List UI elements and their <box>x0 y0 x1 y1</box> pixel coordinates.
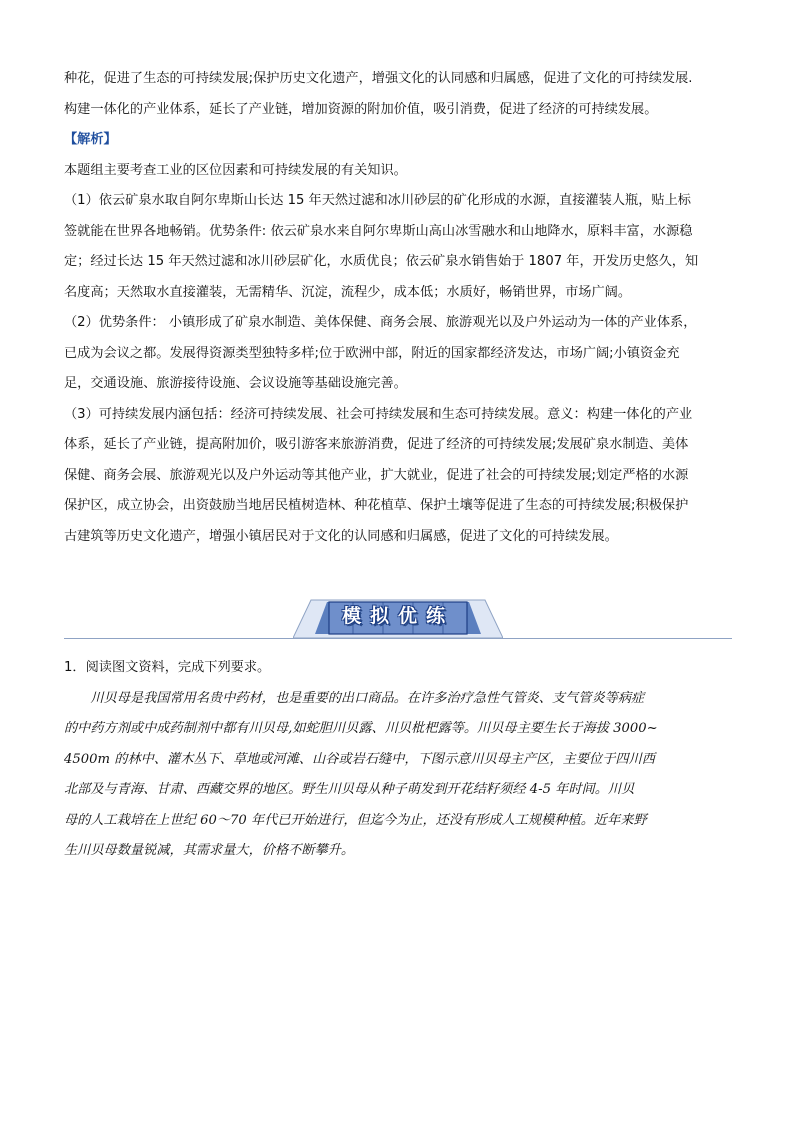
analysis-line: 已成为会议之都。发展得资源类型独特多样;位于欧洲中部，附近的国家都经济发达，市场广阔;小镇资金充 <box>64 345 680 361</box>
analysis-line: （2）优势条件： 小镇形成了矿泉水制造、美体保健、商务会展、旅游观光以及户外运动为一体的产业体系， <box>64 315 697 330</box>
question-line: 生川贝母数量锐减，其需求量大，价格不断攀升。 <box>64 843 355 858</box>
analysis-heading <box>64 125 732 156</box>
analysis-line: 本题组主要考查工业的区位因素和可持续发展的有关知识。 <box>64 162 407 178</box>
question-section <box>64 653 732 867</box>
banner-badge <box>293 596 503 638</box>
question-line: 的中药方剂或中成药制剂中都有川贝母,如蛇胆川贝露、川贝枇杷露等。川贝母主要生长于海拔 3000~ <box>64 721 658 736</box>
analysis-line: 保护区，成立协会，出资鼓励当地居民植树造林、种花植草、保护土壤等促进了生态的可持续发展;积极保护 <box>64 498 689 513</box>
analysis-line: 足，交通设施、旅游接待设施、会议设施等基础设施完善。 <box>64 376 407 391</box>
question-line: 川贝母是我国常用名贵中药材，也是重要的出口商品。在许多治疗急性气管炎、支气管炎等病症 <box>64 690 645 706</box>
question-line: 4500m 的林中、灌木丛下、草地或河滩、山谷或岩石缝中，下图示意川贝母主产区，主要位于四川西 <box>64 751 655 767</box>
analysis-line: 名度高；天然取水直接灌装，无需精华、沉淀，流程少，成本低；水质好，畅销世界，市场广阔。 <box>64 284 632 300</box>
analysis-line: 定；经过长达 15 年天然过滤和冰川砂层矿化，水质优良；依云矿泉水销售始于 1807 年，开发历史悠久，知 <box>64 254 699 269</box>
analysis-line: 签就能在世界各地畅销。优势条件: 依云矿泉水来自阿尔卑斯山高山冰雪融水和山地降水，原料丰富，水源稳 <box>64 223 693 239</box>
analysis-tag: 【解析】 <box>64 132 117 147</box>
answer-line: 种花，促进了生态的可持续发展;保护历史文化遗产，增强文化的认同感和归属感，促进了文化的可持续发展. <box>64 71 693 86</box>
answer-line: 构建一体化的产业体系，延长了产业链，增加资源的附加价值，吸引消费，促进了经济的可持续发展。 <box>64 101 658 117</box>
question-line: 母的人工栽培在上世纪 60～70 年代已开始进行，但迄今为止，还没有形成人工规模种植。近年来野 <box>64 812 647 828</box>
analysis-line: （3）可持续发展内涵包括：经济可持续发展、社会可持续发展和生态可持续发展。意义：构建一体化的产业 <box>64 406 693 422</box>
analysis-line: （1）依云矿泉水取自阿尔卑斯山长达 15 年天然过滤和冰川砂层的矿化形成的水源，直接灌装人瓶，贴上标 <box>64 193 691 208</box>
question-line: 北部及与青海、甘肃、西藏交界的地区。野生川贝母从种子萌发到开花结籽须经 4-5 年时间。川贝 <box>64 782 635 797</box>
divider-rule <box>64 638 732 639</box>
answer-section <box>64 64 732 552</box>
section-banner <box>64 596 732 640</box>
banner-title: 模拟优练 <box>341 605 454 627</box>
analysis-line: 保健、商务会展、旅游观光以及户外运动等其他产业，扩大就业，促进了社会的可持续发展;划定严格的水源 <box>64 467 689 483</box>
question-intro: 1．阅读图文资料，完成下列要求。 <box>64 660 271 675</box>
analysis-line: 古建筑等历史文化遗产，增强小镇居民对于文化的认同感和归属感，促进了文化的可持续发展。 <box>64 528 618 544</box>
analysis-line: 体系，延长了产业链，提高附加价，吸引游客来旅游消费，促进了经济的可持续发展;发展矿泉水制造、美体 <box>64 437 689 452</box>
